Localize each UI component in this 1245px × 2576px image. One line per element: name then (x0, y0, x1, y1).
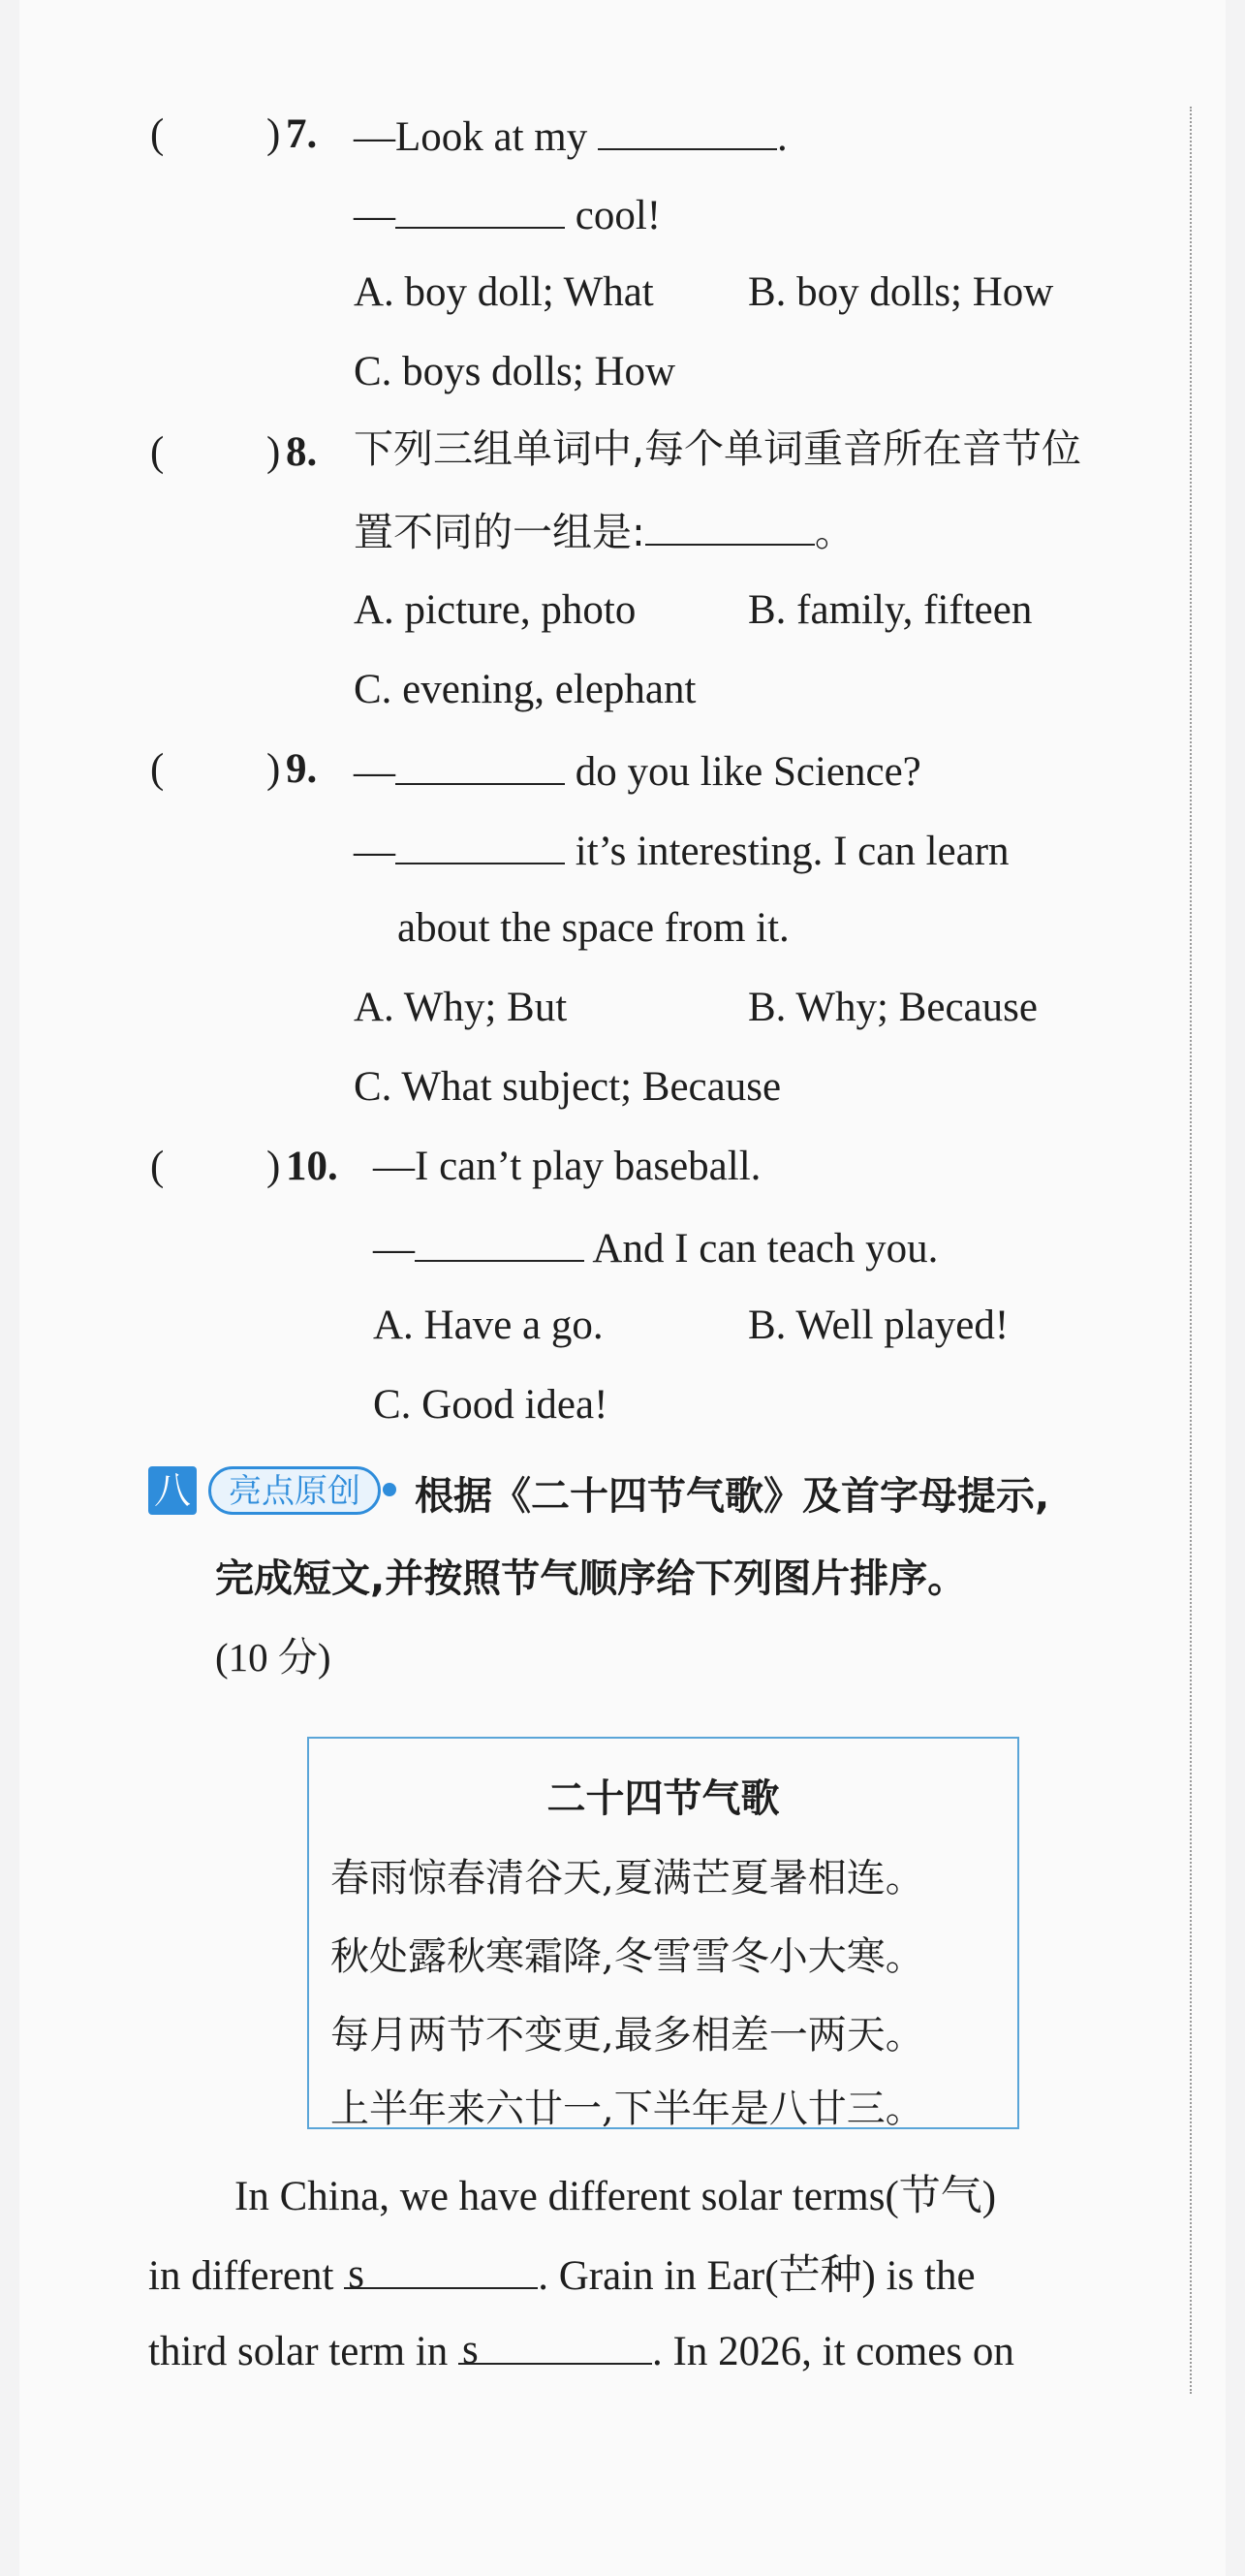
passage-line3: third solar term in s . In 2026, it comes on (148, 2322, 1014, 2375)
answer-blank[interactable] (415, 1225, 584, 1262)
section-instruction-line1: 根据《二十四节气歌》及首字母提示, (415, 1474, 1050, 1519)
q8-option-a: A. picture, photo (354, 587, 637, 633)
section-instruction-line2: 完成短文,并按照节气顺序给下列图片排序。 (215, 1556, 967, 1601)
q8-line1: 下列三组单词中,每个单词重音所在音节位 (354, 425, 1082, 472)
answer-paren-right: ) (266, 746, 281, 792)
answer-paren-right: ) (266, 429, 281, 475)
answer-blank[interactable] (395, 192, 565, 229)
question-number: 7. (286, 111, 318, 157)
q10-option-b: B. Well played! (748, 1303, 1010, 1348)
q7-option-c: C. boys dolls; How (354, 349, 676, 394)
q9-line1: — do you like Science? (354, 749, 921, 795)
q8-option-c: C. evening, elephant (354, 667, 697, 712)
question-number: 10. (286, 1144, 338, 1189)
answer-paren-left: ( (150, 111, 165, 157)
q7-line1: —Look at my . (354, 114, 788, 160)
hint-blank[interactable] (458, 2322, 652, 2375)
section-number-badge: 八 (148, 1466, 197, 1515)
answer-blank[interactable] (395, 828, 565, 864)
question-number: 8. (286, 429, 318, 475)
q9-option-a: A. Why; But (354, 985, 568, 1030)
poem-line: 每月两节不变更,最多相差一两天。 (330, 2013, 924, 2058)
passage-line1: In China, we have different solar terms(节气) (234, 2174, 997, 2219)
hint-blank[interactable] (344, 2246, 538, 2300)
q10-option-a: A. Have a go. (373, 1303, 604, 1348)
binding-dashed-line (1190, 107, 1192, 2394)
answer-paren-left: ( (150, 429, 165, 475)
poem-line: 春雨惊春清谷天,夏满芒夏暑相连。 (330, 1856, 924, 1901)
q7-option-a: A. boy doll; What (354, 269, 654, 315)
q7-option-b: B. boy dolls; How (748, 269, 1054, 315)
q8-line2: 置不同的一组是: 。 (354, 509, 855, 555)
poem-title: 二十四节气歌 (546, 1776, 780, 1821)
tag-dot (383, 1483, 396, 1496)
question-number: 9. (286, 746, 318, 792)
q8-option-b: B. family, fifteen (748, 587, 1033, 633)
poem-line: 上半年来六廿一,下半年是八廿三。 (330, 2087, 924, 2131)
q10-option-c: C. Good idea! (373, 1382, 608, 1428)
q7-line2: — cool! (354, 193, 662, 238)
worksheet-page (19, 0, 1226, 2576)
answer-blank[interactable] (598, 113, 777, 150)
answer-paren-right: ) (266, 1144, 281, 1189)
poem-line: 秋处露秋寒霜降,冬雪雪冬小大寒。 (330, 1934, 924, 1979)
hint-letter: s (462, 2327, 479, 2372)
highlight-original-tag: 亮点原创 (208, 1466, 381, 1515)
passage-line2: in different s . Grain in Ear(芒种) is the (148, 2243, 976, 2302)
q9-line3: about the space from it. (397, 905, 790, 951)
q10-line1: —I can’t play baseball. (373, 1144, 762, 1189)
q10-line2: — And I can teach you. (373, 1226, 939, 1272)
q9-option-c: C. What subject; Because (354, 1064, 782, 1110)
poem-box (307, 1737, 1019, 2129)
hint-letter: s (348, 2251, 364, 2297)
answer-blank[interactable] (645, 509, 815, 546)
answer-blank[interactable] (395, 748, 565, 785)
answer-paren-right: ) (266, 111, 281, 157)
answer-paren-left: ( (150, 746, 165, 792)
q9-option-b: B. Why; Because (748, 985, 1038, 1030)
section-points: (10 分) (215, 1635, 331, 1680)
answer-paren-left: ( (150, 1144, 165, 1189)
q9-line2: — it’s interesting. I can learn (354, 829, 1010, 874)
